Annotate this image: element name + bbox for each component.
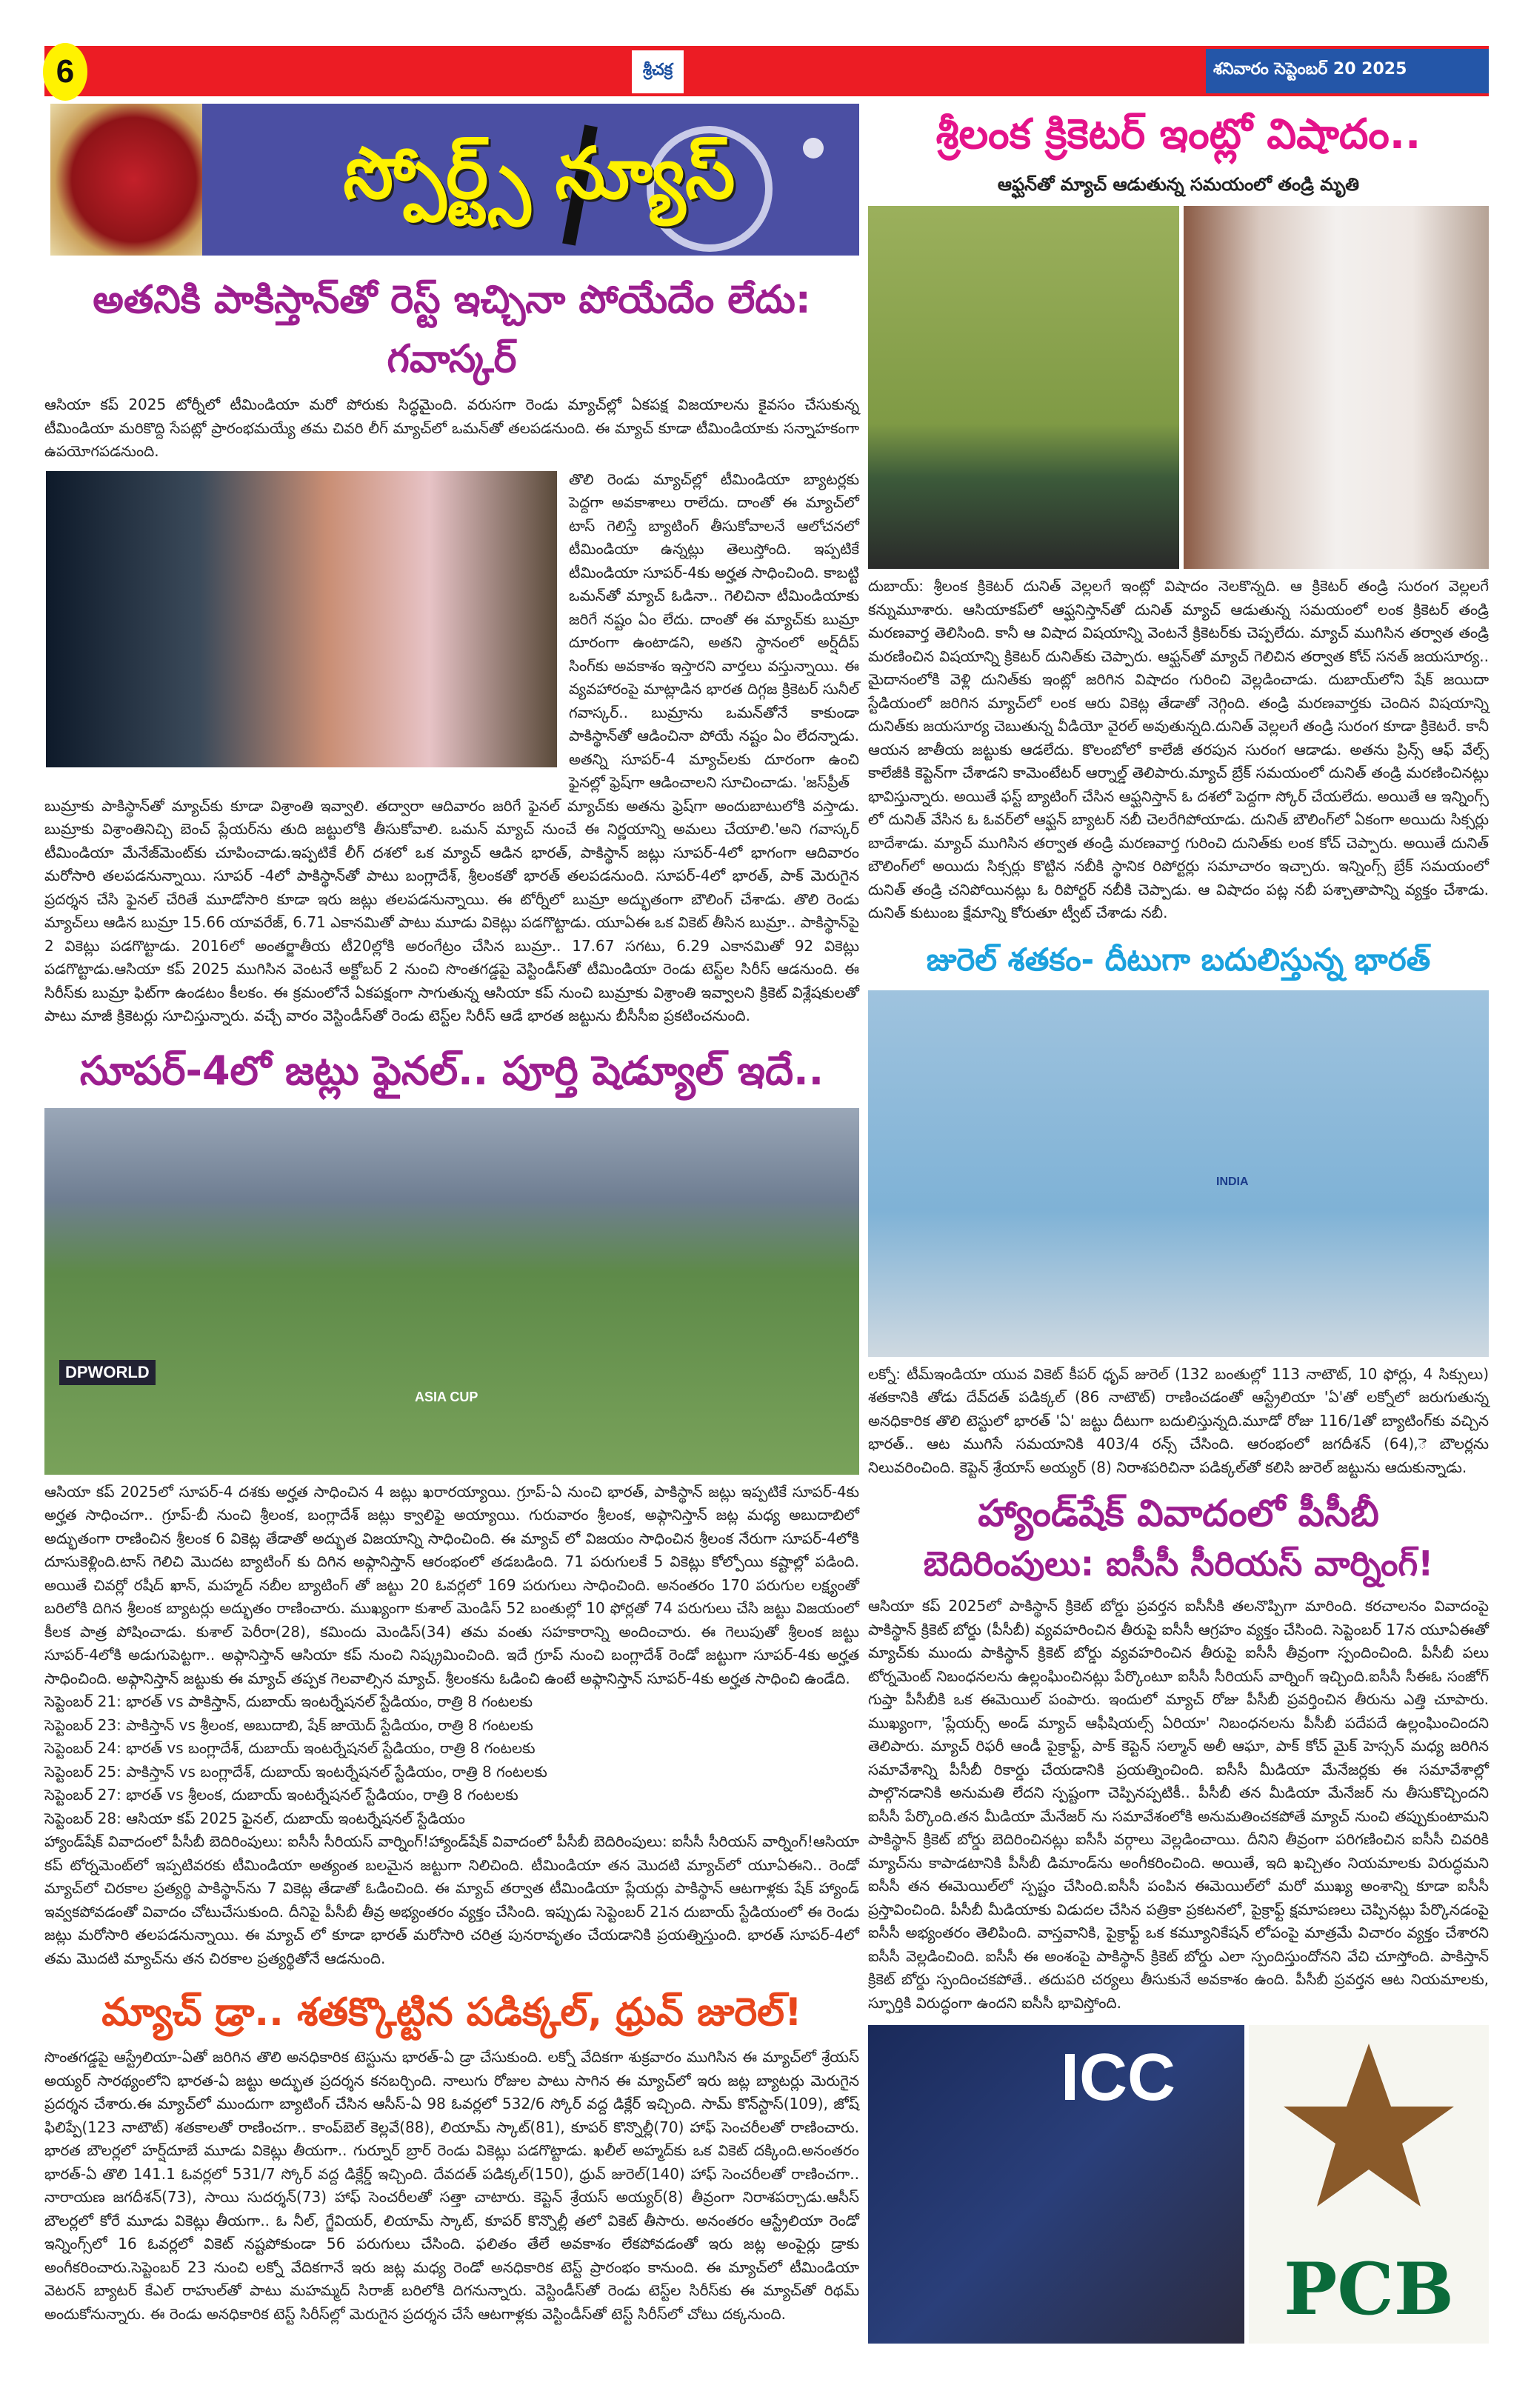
srilanka-subheadline: ఆఫ్ఘన్‌తో మ్యాచ్ ఆడుతున్న సమయంలో తండ్రి మృతి xyxy=(997,174,1360,195)
schedule-list xyxy=(44,1690,859,1830)
schedule-item: సెప్టెంబర్ 21: భారత్ vs పాకిస్తాన్, దుబాయ్ ఇంటర్నేషనల్ స్టేడియం, రాత్రి 8 గంటలకు xyxy=(44,1692,533,1710)
pcb-headline-line1: హ్యాండ్‌షేక్ వివాదంలో పీసీబీ xyxy=(978,1492,1379,1535)
jurel-headline: జురెల్ శతకం- దీటుగా బదులిస్తున్న భారత్ xyxy=(926,941,1431,978)
trophy-label: ASIA CUP xyxy=(415,1389,478,1404)
pcb-logo-text: PCB xyxy=(1284,2247,1454,2331)
srilanka-headline: శ్రీలంక క్రికెటర్ ఇంట్లో విషాదం.. xyxy=(935,110,1421,159)
draw-headline: మ్యాచ్ డ్రా.. శతక్కొట్టిన పడిక్కల్, ధ్రువ్ జురెల్! xyxy=(101,1990,802,2035)
srilanka-body: దుబాయ్: శ్రీలంక క్రికెటర్ దునిత్ వెల్లలగే ఇంట్లో విషాదం నెలకొన్నది. ఆ క్రికెటర్ తండ్రి సురంగ వెల్లలగే కన్నుమూశారు. ఆసియాకప్‌లో ఆఫ్ఘనిస్తాన్‌తో దునిత్ మ్యాచ్ ఆడుతున్న సమయంలో లంక క్రికెటర్ తండ్రి మరణవార్త తెలిసింది. కానీ ఆ విషాద విషయాన్ని వెంటనే క్రికెటర్‌కు చెప్పలేదు. మ్యాచ్ ముగిసిన తర్వాత తండ్రి మరణించిన విషయాన్ని క్రికెటర్ దునిత్‌కు చెప్పారు. ఆఫ్ఘన్‌తో మ్యాచ్ గెలిచిన తర్వాత కోచ్ సనత్ జయసూర్య.. మైదానంలోకి వెళ్లి దునిత్‌కు ఇంట్లో జరిగిన విషాదం గురించి వెల్లడించాడు. దుబాయ్‌లోని షేక్ జయిదా స్టేడియంలో జరిగిన మ్యాచ్‌లో లంక ఆరు వికెట్ల తేడాతో నెగ్గింది. తండ్రి మరణవార్తకు చెందిన విషయాన్ని దునిత్‌కు జయసూర్య చెబుతున్న వీడియో వైరల్ అవుతున్నది.దునిత్ వెల్లలగే తండ్రి సురంగ కూడా క్రికెటరే. కానీ ఆయన జాతీయ జట్టుకు ఆడలేదు. కొలంబోలో కాలేజీ తరపున సురంగ ఆడాడు. అతను ప్రిన్స్ ఆఫ్ వేల్స్ కాలేజీకి కెప్టెన్‌గా చేశాడని కామెంటేటర్ ఆర్నాల్డ్ తెలిపారు.మ్యాచ్ బ్రేక్ సమయంలో దునిత్ తండ్రి మరణించినట్లు భావిస్తున్నారు. అయితే ఫస్ట్ బ్యాటింగ్ చేసిన ఆఫ్ఘనిస్తాన్ ఓ దశలో పెద్దగా స్కోర్ చేయలేదు. అయితే ఆ ఇన్నింగ్స్ లో దునిత్ వేసిన ఓ ఓవర్‌లో ఆఫ్ఘన్ బ్యాటర్ నబీ చెలరేగిపోయాడు. దునిత్ బౌలింగ్‌లో ఏకంగా అయిదు సిక్సర్లు బాదేశాడు. మ్యాచ్ ముగిసిన తర్వాత తండ్రి మరణవార్త గురించి దునిత్‌కు లంక కోచ్ చెప్పారు. అయితే దునిత్ బౌలింగ్‌లో అయిదు సిక్సర్లు కొట్టిన నబీకి స్థానిక రిపోర్టర్లు సమాచారం ఇచ్చారు. ఇన్నింగ్స్ బ్రేక్ సమయంలో దునిత్ తండ్రి చనిపోయినట్లు ఓ రిపోర్టర్ నబీకి చెప్పాడు. ఆ విషాదం పట్ల నబీ పశ్చాతాపాన్ని వ్యక్తం చేశాడు. దునిత్ కుటుంబ క్షేమాన్ని కోరుతూ ట్వీట్ చేశాడు నబీ. xyxy=(868,577,1489,921)
pcb-logo-image xyxy=(1249,2025,1489,2344)
pcb-body: ఆసియా కప్ 2025లో పాకిస్థాన్ క్రికెట్ బోర్డు ప్రవర్తన ఐసీసీకి తలనొప్పిగా మారింది. కరచాలనం వివాదంపై పాకిస్థాన్ క్రికెట్ బోర్డు (పీసీబీ) వ్యవహరించిన తీరుపై ఐసీసీ ఆగ్రహం వ్యక్తం చేసింది. సెప్టెంబర్ 17న యూఏఈతో మ్యాచ్‌కు ముందు పాకిస్థాన్ క్రికెట్ బోర్డు వ్యవహరించిన తీరుపై ఐసీసీ తీవ్రంగా స్పందించింది. పీసీబీ పలు టోర్నమెంట్ నిబంధనలను ఉల్లంఘించినట్లు పేర్కొంటూ ఐసీసీ సీరియస్ వార్నింగ్ ఇచ్చింది.ఐసీసీ సీఈఓ సంజోగ్ గుప్తా పీసీబీకి ఒక ఈమెయిల్ పంపారు. ఇందులో మ్యాచ్ రోజు పీసీబీ ప్రవర్తించిన తీరును ఎత్తి చూపారు. ముఖ్యంగా, 'ప్లేయర్స్ అండ్ మ్యాచ్ ఆఫీషియల్స్ ఏరియా' నిబంధనలను పీసీబీ పదేపదే ఉల్లంఘించిందని తెలిపారు. మ్యాచ్ రిఫరీ ఆండీ పైక్రాఫ్ట్, పాక్ కెప్టెన్ సల్మాన్ అలీ ఆఘా, పాక్ కోచ్ మైక్ హెస్సన్ మధ్య జరిగిన సమావేశాన్ని పీసీబీ రికార్డు చేయడానికి ప్రయత్నించింది. ఐసీసీ మీడియా మేనేజర్లకు ఈ సమావేశాల్లో పాల్గొనడానికి అనుమతి లేదని స్పష్టంగా చెప్పినప్పటికీ.. పీసీబీ తన మీడియా మేనేజర్ ను తీసుకొచ్చిందని ఐసీసీ పేర్కొంది.తన మీడియా మేనేజర్ ను సమావేశంలోకి అనుమతించకపోతే మ్యాచ్ నుంచి తప్పుకుంటామని పాకిస్థాన్ క్రికెట్ బోర్డు బెదిరించినట్లు ఐసీసీ వర్గాలు వెల్లడించాయి. దీనిని తీవ్రంగా పరిగణించిన ఐసీసీ చివరికి మ్యాచ్‌ను కాపాడటానికి పీసీబీ డిమాండ్‌ను అంగీకరించింది. అయితే, ఇది ఖచ్చితం నియమాలకు విరుద్ధమని ఐసీసీ తన ఈమెయిల్‌లో స్పష్టం చేసింది.ఐసీసీ పంపిన ఈమెయిల్‌లో మరో ముఖ్య అంశాన్ని కూడా ఐసీసీ ప్రస్తావించింది. పీసీబీ మీడియాకు విడుదల చేసిన పత్రికా ప్రకటనలో, పైక్రాఫ్ట్ క్షమాపణలు చెప్పినట్లు పేర్కొనడంపై ఐసీసీ అభ్యంతరం తెలిపింది. వాస్తవానికి, పైక్రాఫ్ట్ ఒక కమ్యూనికేషన్ లోపంపై మాత్రమే విచారం వ్యక్తం చేశారని ఐసీసీ వెల్లడించింది. ఐసీసీ ఈ అంశంపై పాకిస్థాన్ క్రికెట్ బోర్డు ఎలా స్పందిస్తుందోనని వేచి చూస్తోంది. పాకిస్తాన్ క్రికెట్ బోర్డు స్పందించకపోతే.. తదుపరి చర్యలు తీసుకునే అవకాశం ఉంది. పీసీబీ ప్రవర్తన ఆట నియమాలకు, స్ఫూర్తికి విరుద్ధంగా ఉందని ఐసీసీ భావిస్తోంది. xyxy=(868,1597,1489,2012)
pcb-photos xyxy=(868,2025,1489,2344)
newspaper-logo: శ్రీచక్ర xyxy=(632,50,684,93)
jersey-label: INDIA xyxy=(1216,1175,1249,1188)
banner-title: స్పోర్ట్స్ న్యూస్ xyxy=(343,130,736,215)
icc-logo-text: ICC xyxy=(1061,2041,1175,2115)
jurel-body: లక్నో: టీమ్ఇండియా యువ వికెట్ కీపర్ ధృవ్ జురెల్ (132 బంతుల్లో 113 నాటౌట్, 10 ఫోర్లు, 4 సిక్సులు) శతకానికి తోడు దేవ్‌దత్ పడిక్కల్ (86 నాటౌట్) రాణించడంతో ఆస్ట్రేలియా 'ఏ'తో లక్నోలో జరుగుతున్న అనధికారిక తొలి టెస్టులో భారత్ 'ఏ' జట్టు దీటుగా బదులిస్తున్నది.మూడో రోజు 116/1తో బ్యాటింగ్‌కు వచ్చిన భారత్.. ఆట ముగిసే సమయానికి 403/4 రన్స్ చేసింది. ఆరంభంలో జగదీశన్ (64),ె బౌలర్లను నిలువరించింది. కెప్టెన్ శ్రేయాస్ అయ్యర్ (8) నిరాశపరిచినా పడిక్కల్‌తో కలిసి జురెల్ జట్టును ఆదుకున్నాడు. xyxy=(868,1364,1489,1476)
schedule-item: సెప్టెంబర్ 25: పాకిస్తాన్ vs బంగ్లాదేశ్, దుబాయ్ ఇంటర్నేషనల్ స్టేడియం, రాత్రి 8 గంటలకు xyxy=(44,1762,547,1781)
family-photo xyxy=(1184,206,1489,569)
schedule-item: సెప్టెంబర్ 24: భారత్ vs బంగ్లాదేశ్, దుబాయ్ ఇంటర్నేషనల్ స్టేడియం, రాత్రి 8 గంటలకు xyxy=(44,1739,536,1757)
schedule-item: సెప్టెంబర్ 23: పాకిస్తాన్ vs శ్రీలంక, అబుదాబి, షేక్ జాయెద్ స్టేడియం, రాత్రి 8 గంటలకు xyxy=(44,1715,533,1734)
left-column xyxy=(44,104,859,2326)
gavaskar-side-text: తొలి రెండు మ్యాచ్‌ల్లో టీమిండియా బ్యాటర్లకు పెద్దగా అవకాశాలు రాలేదు. దాంతో ఈ మ్యాచ్‌లో టాస్ గెలిస్తే బ్యాటింగ్ తీసుకోవాలనే ఆలోచనలో టీమిండియా ఉన్నట్లు తెలుస్తోంది. ఇప్పటికే టీమిండియా సూపర్-4కు అర్హత సాధించింది. కాబట్టి ఒమన్‌తో మ్యాచ్ ఓడినా.. గెలిచినా టీమిండియాకు జరిగే నష్టం ఏం లేదు. దాంతో ఈ మ్యాచ్‌కు బుమ్రా దూరంగా ఉంటాడని, అతని స్థానంలో అర్ష్‌దీప్ సింగ్‌కు అవకాశం ఇస్తారని వార్తలు వస్తున్నాయి. ఈ వ్యవహారంపై మాట్లాడిన భారత దిగ్గజ క్రికెటర్ సునీల్ గవాస్కర్.. బుమ్రాను ఒమన్‌తోనే కాకుండా పాకిస్థాన్‌తో ఆడించినా పోయే నష్టం ఏం లేదన్నాడు. అతన్ని సూపర్-4 మ్యాచ్‌లకు దూరంగా ఉంచి ఫైనల్లో ఫ్రెష్‌గా ఆడించాలని సూచించాడు. 'జస్‌ప్రీత్ xyxy=(569,470,859,791)
gavaskar-headline: అతనికి పాకిస్తాన్‌తో రెస్ట్ ఇచ్చినా పోయేదేం లేదు: గవాస్కర్ xyxy=(93,278,811,381)
cricket-ball-icon xyxy=(50,104,202,256)
srilanka-photos xyxy=(868,206,1489,569)
super4-headline: సూపర్-4లో జట్లు ఫైనల్.. పూర్తి షెడ్యూల్ ఇదే.. xyxy=(79,1047,824,1094)
issue-date: శనివారం సెప్టెంబర్ 20 2025 xyxy=(1206,49,1489,93)
captains-trophy-photo xyxy=(44,1108,859,1475)
icc-official-photo xyxy=(868,2025,1244,2344)
page-number: 6 xyxy=(43,43,87,101)
gavaskar-intro: ఆసియా కప్ 2025 టోర్నీలో టీమిండియా మరో పోరుకు సిద్ధమైంది. వరుసగా రెండు మ్యాచ్‌ల్లో ఏకపక్ష విజయాలను కైవసం చేసుకున్న టీమిండియా మరికొద్ది సేపట్లో ప్రారంభమయ్యే తమ చివరి లీగ్ మ్యాచ్‌లో ఒమన్‌తో తలపడనుంది. ఈ మ్యాచ్ కూడా టీమిండియాకు సన్నాహకంగా ఉపయోగపడనుంది. xyxy=(44,396,859,460)
gavaskar-photo xyxy=(46,471,557,767)
gavaskar-body: తొలి రెండు మ్యాచ్‌ల్లో టీమిండియా బ్యాటర్లకు పెద్దగా అవకాశాలు రాలేదు. దాంతో ఈ మ్యాచ్‌లో టాస్ గెలిస్తే బ్యాటింగ్ తీసుకోవాలనే ఆలోచనలో టీమిండియా ఉన్నట్లు తెలుస్తోంది. ఇప్పటికే టీమిండియా సూపర్-4కు అర్హత సాధించింది. కాబట్టి ఒమన్‌తో మ్యాచ్ ఓడినా.. గెలిచినా టీమిండియాకు జరిగే నష్టం ఏం లేదు. దాంతో ఈ మ్యాచ్‌కు బుమ్రా దూరంగా ఉంటాడని, అతని స్థానంలో అర్ష్‌దీప్ సింగ్‌కు అవకాశం ఇస్తారని వార్తలు వస్తున్నాయి. ఈ వ్యవహారంపై మాట్లాడిన భారత దిగ్గజ క్రికెటర్ సునీల్ గవాస్కర్.. బుమ్రాను ఒమన్‌తోనే కాకుండా పాకిస్థాన్‌తో ఆడించినా పోయే నష్టం ఏం లేదన్నాడు. అతన్ని సూపర్-4 మ్యాచ్‌లకు దూరంగా ఉంచి ఫైనల్లో ఫ్రెష్‌గా ఆడించాలని సూచించాడు. 'జస్‌ప్రీత్ బుమ్రాకు పాకిస్థాన్‌తో మ్యాచ్‌కు కూడా విశ్రాంతి ఇవ్వాలి. తద్వారా ఆదివారం జరిగే ఫైనల్ మ్యాచ్‌కు అతను ఫ్రెష్‌గా అందుబాటులోకి వస్తాడు. బుమ్రాకు విశ్రాంతినిచ్చి బెంచ్ ప్లేయర్‌ను తుది జట్టులోకి తీసుకోవాలి. ఒమన్ మ్యాచ్ నుంచే ఈ నిర్ణయాన్ని అమలు చేయాలి.'అని గవాస్కర్ టీమిండియా మేనేజ్‌మెంట్‌కు చూపించాడు.ఇప్పటికే లీగ్ దశలో ఒక మ్యాచ్ ఆడిన భారత్, పాకిస్థాన్ జట్లు సూపర్-4లో భాగంగా ఆదివారం మరోసారి తలపడనున్నాయి. సూపర్ -4లో పాకిస్థాన్‌తో పాటు బంగ్లాదేశ్, శ్రీలంకతో భారత్ తలపడనుంది. సూపర్-4లో భారత్, పాక్ మెరుగైన ప్రదర్శన చేసి ఫైనల్ చేరితే మూడోసారి కూడా ఇరు జట్లు తలపడనున్నాయి. ఈ టోర్నీలో బుమ్రా అద్భుతంగా బౌలింగ్ చేశాడు. తొలి రెండు మ్యాచ్‌లు ఆడిన బుమ్రా 15.66 యావరేజ్, 6.71 ఎకానమితో పాటు మూడు వికెట్లు పడగొట్టాడు. యూఏఈ ఒక వికెట్ తీసిన బుమ్రా.. పాకిస్థాన్‌పై 2 వికెట్లు పడగొట్టాడు. 2016లో అంతర్జాతీయ టీ20ల్లోకి అరంగేట్రం చేసిన బుమ్రా.. 17.67 సగటు, 6.29 ఎకానమితో 92 వికెట్లు పడగొట్టాడు.ఆసియా కప్ 2025 ముగిసిన వెంటనే అక్టోబర్ 2 నుంచి సొంతగడ్డపై వెస్టిండీస్‌తో టీమిండియా రెండు టెస్ట్‌ల సిరీస్ ఆడనుంది. ఈ సిరీస్‌కు బుమ్రా ఫిట్‌గా ఉండటం కీలకం. ఈ క్రమంలోనే ఏకపక్షంగా సాగుతున్న ఆసియా కప్ నుంచి బుమ్రాకు విశ్రాంతి ఇవ్వాలని క్రికెట్ విశ్లేషకులతో పాటు మాజీ క్రికెటర్లు సూచిస్తున్నారు. వచ్చే వారం వెస్టిండీస్‌తో రెండు టెస్ట్‌ల సిరీస్ ఆడే భారత జట్టును బీసీసీఐ ప్రకటించనుంది. xyxy=(44,468,859,1028)
sports-news-banner xyxy=(50,104,859,256)
super4-body: ఆసియా కప్ 2025లో సూపర్-4 దశకు అర్హత సాధించిన 4 జట్లు ఖరారయ్యాయి. గ్రూప్-ఏ నుంచి భారత్, పాకిస్థాన్ జట్లు ఇప్పటికే సూపర్-4కు అర్హత సాధించగా.. గ్రూప్-బీ నుంచి శ్రీలంక, బంగ్లాదేశ్ జట్లు క్వాలిఫై అయ్యాయి. గురువారం శ్రీలంక, అఫ్గానిస్తాన్ జట్ల మధ్య అబుదాబిలో అద్భుతంగా రాణించిన శ్రీలంక 6 వికెట్ల తేడాతో అద్భుత విజయాన్ని సాధించింది. ఈ మ్యాచ్ లో విజయం సాధించిన శ్రీలంక నేరుగా సూపర్-4లోకి దూసుకెళ్లింది.టాస్ గెలిచి మొదట బ్యాటింగ్ కు దిగిన అఫ్గానిస్తాన్ ఆరంభంలో తడబడింది. 71 పరుగులకే 5 వికెట్లు కోల్పోయి కష్టాల్లో పడింది. అయితే చివర్లో రషీద్ ఖాన్, మహ్మద్ నబీల బ్యాటింగ్ తో జట్టు 20 ఓవర్లలో 169 పరుగులు సాధించింది. అనంతరం 170 పరుగుల లక్ష్యంతో బరిలోకి దిగిన శ్రీలంక బ్యాటర్లు అద్భుతం రాణించారు. ముఖ్యంగా కుశాల్ మెండిస్ 52 బంతుల్లో 10 ఫోర్లతో 74 పరుగులు చేసి జట్టు విజయంలో కీలక పాత్ర పోషించాడు. కుశాల్ పెరీరా(28), కమిందు మెండిస్(34) తమ వంతు సహకారాన్ని అందించారు. ఈ గెలుపుతో శ్రీలంక జట్టు సూపర్-4లోకి అడుగుపెట్టగా.. అఫ్గానిస్తాన్ ఆసియా కప్ నుంచి నిష్క్రమించింది. ఇదే గ్రూప్ నుంచి బంగ్లాదేశ్ రెండో జట్టుగా సూపర్-4కు అర్హత సాధించింది. అఫ్గానిస్తాన్ జట్టుకు ఈ మ్యాచ్ తప్పక గెలవాల్సిన మ్యాచ్. శ్రీలంకను ఓడించి ఉంటే అఫ్గానిస్తాన్ సూపర్-4కు అర్హత సాధించి ఉండేది. సెప్టెంబర్ 21: భారత్ vs పాకిస్తాన్, దుబాయ్ ఇంటర్నేషనల్ స్టేడియం, రాత్రి 8 గంటలకు సెప్టెంబర్ 23: పాకిస్తాన్ vs శ్రీలంక, అబుదాబి, షేక్ జాయెద్ స్టేడియం, రాత్రి 8 గంటలకు సెప్టెంబర్ 24: భారత్ vs బంగ్లాదేశ్, దుబాయ్ ఇంటర్నేషనల్ స్టేడియం, రాత్రి 8 గంటలకు సెప్టెంబర్ 25: పాకిస్తాన్ vs బంగ్లాదేశ్, దుబాయ్ ఇంటర్నేషనల్ స్టేడియం, రాత్రి 8 గంటలకు సెప్టెంబర్ 27: భారత్ vs శ్రీలంక, దుబాయ్ ఇంటర్నేషనల్ స్టేడియం, రాత్రి 8 గంటలకు సెప్టెంబర్ 28: ఆసియా కప్ 2025 ఫైనల్, దుబాయ్ ఇంటర్నేషనల్ స్టేడియం హ్యాండ్‌షేక్ వివాదంలో పీసీబీ బెదిరింపులు: ఐసీసీ సీరియస్ వార్నింగ్!హ్యాండ్‌షేక్ వివాదంలో పీసీబీ బెదిరింపులు: ఐసీసీ సీరియస్ వార్నింగ్!ఆసియా కప్ టోర్నమెంట్‌లో ఇప్పటివరకు టీమిండియా అత్యంత బలమైన జట్టుగా నిలిచింది. టీమిండియా తన మొదటి మ్యాచ్‌లో యూఏఈని.. రెండో మ్యాచ్‌లో చిరకాల ప్రత్యర్థి పాకిస్థాన్‌ను 7 వికెట్ల తేడాతో ఓడించింది. ఈ మ్యాచ్ తర్వాత టీమిండియా ప్లేయర్లు పాకిస్థాన్ ఆటగాళ్లకు షేక్ హ్యాండ్ ఇవ్వకపోవడంతో వివాదం చోటుచేసుకుంది. దీనిపై పీసీబీ తీవ్ర అభ్యంతరం వ్యక్తం చేసింది. ఇప్పుడు సెప్టెంబర్ 21న దుబాయ్ స్టేడియంలో ఈ రెండు జట్లు మరోసారి తలపడనున్నాయి. ఈ మ్యాచ్ లో కూడా భారత్ మరోసారి చరిత్ర పునరావృతం చేయడానికి ప్రయత్నిస్తుంది. భారత్ సూపర్-4లో తమ మొదటి మ్యాచ్‌ను తన చిరకాల ప్రత్యర్థితోనే ఆడనుంది. xyxy=(44,1482,859,1967)
star-icon xyxy=(1280,2040,1458,2218)
schedule-item: సెప్టెంబర్ 28: ఆసియా కప్ 2025 ఫైనల్, దుబాయ్ ఇంటర్నేషనల్ స్టేడియం xyxy=(44,1809,465,1827)
right-column xyxy=(868,104,1489,2344)
jurel-celebration-photo xyxy=(868,990,1489,1357)
pcb-headline-line2: బెదిరింపులు: ఐసీసీ సీరియస్ వార్నింగ్! xyxy=(923,1544,1434,1584)
stadium-photo xyxy=(868,206,1179,569)
schedule-item: సెప్టెంబర్ 27: భారత్ vs శ్రీలంక, దుబాయ్ ఇంటర్నేషనల్ స్టేడియం, రాత్రి 8 గంటలకు xyxy=(44,1786,518,1804)
masthead-bar xyxy=(44,46,1489,96)
draw-body: సొంతగడ్డపై ఆస్ట్రేలియా-ఏతో జరిగిన తొలి అనధికారిక టెస్టును భారత్-ఏ డ్రా చేసుకుంది. లక్నో వేదికగా శుక్రవారం ముగిసిన ఈ మ్యాచ్‌లో శ్రేయస్ అయ్యర్ సారథ్యంలోని భారత-ఏ జట్టు అద్భుత ప్రదర్శన కనబర్చింది. నాలుగు రోజుల పాటు సాగిన ఈ మ్యాచ్‌లో ఇరు జట్ల బ్యాటర్లు మెరుగైన ప్రదర్శన చేశారు.ఈ మ్యాచ్‌లో ముందుగా బ్యాటింగ్ చేసిన ఆసీస్-ఏ 98 ఓవర్లలో 532/6 స్కోర్ వద్ద డిక్లేర్ ఇచ్చింది. సామ్ కొన్‌స్టాస్(109), జోష్ ఫిలిప్పే(123 నాటౌట్) శతకాలతో రాణించగా.. కాంప్‌బెల్ కెల్లవే(88), లియామ్ స్కాట్(81), కూపర్ కొన్నొల్లీ(70) హాఫ్ సెంచరీలతో రాణించారు. భారత బౌలర్లలో హర్ష్‌దూబే మూడు వికెట్లు తీయగా.. గుర్నూర్ బ్రార్ రెండు వికెట్లు పడగొట్టాడు. ఖలీల్ అహ్మద్‌కు ఒక వికెట్ దక్కింది.అనంతరం భారత్-ఏ తొలి 141.1 ఓవర్లలో 531/7 స్కోర్ వద్ద డిక్లేర్డ్ ఇచ్చింది. దేవదత్ పడిక్కల్(150), ధ్రువ్ జురెల్(140) హాఫ్ సెంచరీలతో రాణించగా.. నారాయణ జగదీశన్(73), సాయి సుదర్శన్(73) హాఫ్ సెంచరీలతో సత్తా చాటారు. కెప్టెన్ శ్రేయస్ అయ్యర్(8) తీవ్రంగా నిరాశపర్చాడు.ఆసీస్ బౌలర్లలో కోరే మూడు వికెట్లు తీయగా.. ఓ నీల్, గ్జేవియర్, లియామ్ స్కాట్, కూపర్ కొన్నొల్లీ తలో వికెట్ తీసారు. అనంతరం ఆస్ట్రేలియా రెండో ఇన్నింగ్స్‌లో 16 ఓవర్లలో వికెట్ నష్టపోకుండా 56 పరుగులు చేసింది. ఫలితం తేలే అవకాశం లేకపోవడంతో ఇరు జట్ల అంపైర్లు డ్రాకు అంగీకరించారు.సెప్టెంబర్ 23 నుంచి లక్నో వేదికగానే ఇరు జట్ల మధ్య రెండో అనధికారిక టెస్ట్ ప్రారంభం కానుంది. ఈ మ్యాచ్‌లో టీమిండియా వెటరన్ బ్యాటర్ కేఎల్ రాహుల్‌తో పాటు మహమ్మద్ సిరాజ్ బరిలోకి దిగనున్నారు. వెస్టిండీస్‌తో రెండు టెస్ట్‌ల సిరీస్‌కు ఈ మ్యాచ్‌తో రిథమ్ అందుకోనున్నారు. ఈ రెండు అనధికారిక టెస్ట్ సిరీస్‌ల్లో మెరుగైన ప్రదర్శన చేసే ఆటగాళ్లకు వెస్టిండీస్‌తో టెస్ట్ సిరీస్‌లో చోటు దక్కనుంది. xyxy=(44,2048,859,2323)
sponsor-label: DPWORLD xyxy=(59,1360,156,1385)
